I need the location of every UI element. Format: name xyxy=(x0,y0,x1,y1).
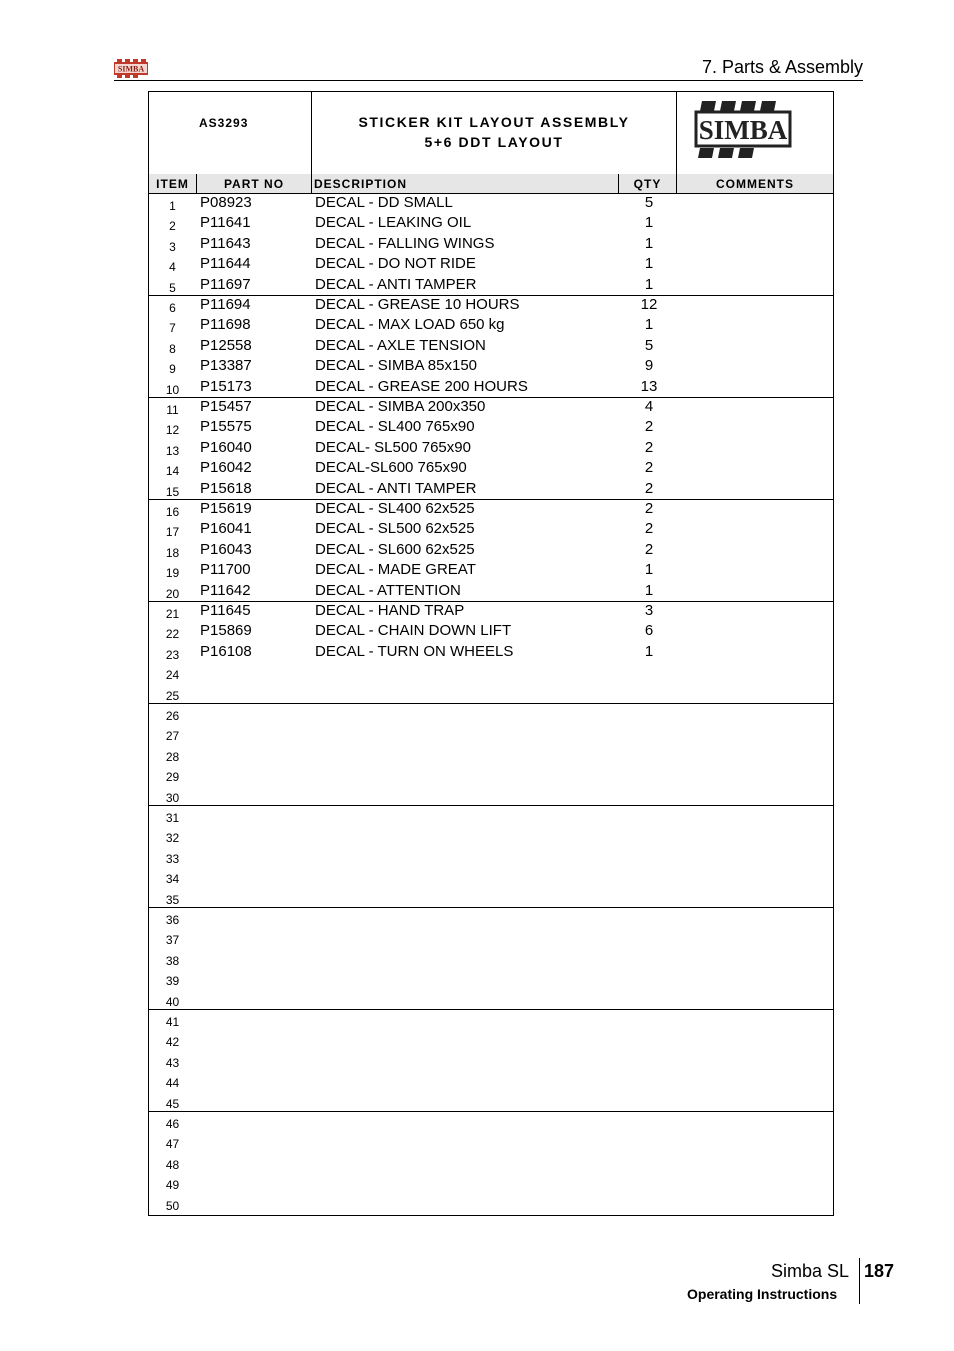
quantity: 9 xyxy=(644,357,654,375)
item-number: 45 xyxy=(165,1096,180,1111)
assembly-title-line1: STICKER KIT LAYOUT ASSEMBLY xyxy=(358,114,630,130)
table-row xyxy=(149,418,833,438)
column-header-row xyxy=(149,174,833,194)
item-number: 31 xyxy=(165,811,180,825)
item-number: 16 xyxy=(165,505,180,519)
quantity: 2 xyxy=(644,438,654,456)
table-row xyxy=(149,867,833,887)
description: DECAL - SIMBA 200x350 xyxy=(315,398,486,415)
table-row xyxy=(149,847,833,867)
description: DECAL - MADE GREAT xyxy=(315,561,476,579)
item-number: 18 xyxy=(165,545,180,560)
part-number: P15457 xyxy=(200,398,252,415)
column-header-description: DESCRIPTION xyxy=(312,174,619,193)
table-row xyxy=(149,1092,833,1112)
item-number: 20 xyxy=(165,586,180,601)
description: DECAL - GREASE 10 HOURS xyxy=(315,296,520,313)
description: DECAL - ANTI TAMPER xyxy=(315,479,477,497)
table-row xyxy=(149,622,833,642)
item-number: 49 xyxy=(165,1178,180,1193)
item-number: 26 xyxy=(165,709,180,723)
quantity: 1 xyxy=(644,316,654,334)
description: DECAL - CHAIN DOWN LIFT xyxy=(315,622,512,640)
table-row xyxy=(149,1030,833,1050)
quantity: 3 xyxy=(644,602,654,619)
table-row xyxy=(149,561,833,581)
quantity: 1 xyxy=(644,561,654,579)
quantity: 1 xyxy=(644,275,654,293)
item-number: 34 xyxy=(165,872,180,887)
item-number: 37 xyxy=(165,933,180,948)
table-row xyxy=(149,1071,833,1091)
svg-text:SIMBA: SIMBA xyxy=(117,64,145,74)
description: DECAL - SL500 62x525 xyxy=(315,520,475,538)
item-number: 7 xyxy=(169,321,176,336)
table-row xyxy=(149,928,833,948)
table-row xyxy=(149,480,833,500)
column-header-comments: COMMENTS xyxy=(716,177,794,191)
assembly-code: AS3293 xyxy=(199,116,249,130)
table-row xyxy=(149,1112,833,1132)
item-number: 24 xyxy=(165,668,180,683)
quantity: 2 xyxy=(644,520,654,538)
item-number: 11 xyxy=(166,403,179,417)
item-number: 15 xyxy=(165,484,180,499)
description: DECAL - FALLING WINGS xyxy=(315,234,495,252)
item-number: 17 xyxy=(165,525,180,540)
part-number: P11694 xyxy=(200,296,251,313)
description: DECAL - SL400 62x525 xyxy=(315,500,475,517)
table-row xyxy=(149,398,833,418)
table-row xyxy=(149,459,833,479)
part-number: P11643 xyxy=(200,234,251,252)
table-row xyxy=(149,1051,833,1071)
part-number: P15575 xyxy=(200,418,252,436)
header-simba-logo xyxy=(114,59,148,78)
quantity: 1 xyxy=(644,581,654,599)
quantity: 2 xyxy=(644,479,654,497)
column-header-item: ITEM xyxy=(149,174,197,193)
table-row xyxy=(149,704,833,724)
section-title: 7. Parts & Assembly xyxy=(701,57,863,77)
table-row xyxy=(149,643,833,663)
table-row xyxy=(149,337,833,357)
item-number: 44 xyxy=(165,1076,180,1091)
part-number: P15173 xyxy=(200,377,252,395)
table-row xyxy=(149,786,833,806)
table-row xyxy=(149,745,833,765)
item-number: 10 xyxy=(165,382,180,397)
table-row xyxy=(149,235,833,255)
item-number: 25 xyxy=(165,688,180,703)
item-number: 35 xyxy=(165,892,180,907)
item-number: 47 xyxy=(165,1137,180,1152)
description: DECAL - DD SMALL xyxy=(315,194,453,211)
table-row xyxy=(149,765,833,785)
description: DECAL - ANTI TAMPER xyxy=(315,275,477,293)
item-number: 46 xyxy=(165,1117,180,1131)
column-header-part-no: PART NO xyxy=(197,174,312,193)
part-number: P11697 xyxy=(200,275,251,293)
quantity: 1 xyxy=(644,214,654,232)
part-number: P11642 xyxy=(200,581,251,599)
table-row xyxy=(149,582,833,602)
part-number: P11698 xyxy=(200,316,251,334)
table-row xyxy=(149,602,833,622)
item-number: 36 xyxy=(165,913,180,927)
simba-logo xyxy=(694,99,794,163)
part-number: P15619 xyxy=(200,500,252,517)
description: DECAL - AXLE TENSION xyxy=(315,336,486,354)
description: DECAL - MAX LOAD 650 kg xyxy=(315,316,505,334)
footer-subtitle: Operating Instructions xyxy=(687,1286,838,1302)
item-number: 33 xyxy=(165,851,180,866)
part-number: P13387 xyxy=(200,357,252,375)
quantity: 2 xyxy=(644,500,654,517)
item-number: 23 xyxy=(165,647,180,662)
table-row xyxy=(149,1010,833,1030)
table-row xyxy=(149,296,833,316)
assembly-title-cell xyxy=(312,92,677,174)
description: DECAL - DO NOT RIDE xyxy=(315,255,476,273)
table-row xyxy=(149,316,833,336)
table-row xyxy=(149,1132,833,1152)
header-divider xyxy=(114,80,863,81)
item-number: 14 xyxy=(165,464,180,479)
description: DECAL-SL600 765x90 xyxy=(315,459,467,477)
quantity: 2 xyxy=(644,540,654,558)
item-number: 48 xyxy=(165,1157,180,1172)
part-number: P11645 xyxy=(200,602,251,619)
part-number: P11641 xyxy=(200,214,251,232)
part-number: P16041 xyxy=(200,520,252,538)
table-row xyxy=(149,908,833,928)
table-row xyxy=(149,888,833,908)
item-number: 8 xyxy=(169,341,176,356)
part-number: P16043 xyxy=(200,540,252,558)
table-row xyxy=(149,990,833,1010)
quantity: 1 xyxy=(644,255,654,273)
item-number: 27 xyxy=(165,729,180,744)
description: DECAL - SL600 62x525 xyxy=(315,540,475,558)
column-header-qty: QTY xyxy=(619,174,677,193)
description: DECAL - SL400 765x90 xyxy=(315,418,475,436)
quantity: 2 xyxy=(644,418,654,436)
title-block xyxy=(149,92,833,175)
table-row xyxy=(149,194,833,214)
part-number: P11644 xyxy=(200,255,251,273)
item-number: 4 xyxy=(169,260,176,275)
table-row xyxy=(149,684,833,704)
footer-model: Simba SL xyxy=(771,1261,850,1281)
table-row xyxy=(149,826,833,846)
part-number: P16108 xyxy=(200,642,252,660)
item-number: 21 xyxy=(165,607,180,621)
description: DECAL - ATTENTION xyxy=(315,581,461,599)
table-row xyxy=(149,806,833,826)
description: DECAL - TURN ON WHEELS xyxy=(315,642,514,660)
item-number: 32 xyxy=(165,831,180,846)
table-row xyxy=(149,214,833,234)
part-number: P16040 xyxy=(200,438,252,456)
table-row xyxy=(149,357,833,377)
table-row xyxy=(149,1173,833,1193)
quantity: 1 xyxy=(644,234,654,252)
part-number: P15618 xyxy=(200,479,252,497)
quantity: 5 xyxy=(644,336,654,354)
item-number: 1 xyxy=(169,199,176,213)
table-row xyxy=(149,663,833,683)
item-number: 42 xyxy=(165,1035,180,1050)
table-row xyxy=(149,500,833,520)
table-row xyxy=(149,724,833,744)
item-number: 41 xyxy=(165,1015,180,1029)
description: DECAL - GREASE 200 HOURS xyxy=(315,377,528,395)
part-number: P15869 xyxy=(200,622,252,640)
item-number: 9 xyxy=(169,362,176,377)
page-number: 187 xyxy=(864,1261,895,1281)
part-number: P08923 xyxy=(200,194,252,211)
description: DECAL - LEAKING OIL xyxy=(315,214,472,232)
part-number: P12558 xyxy=(200,336,252,354)
item-number: 2 xyxy=(169,219,176,234)
svg-text:SIMBA: SIMBA xyxy=(698,115,788,145)
item-number: 22 xyxy=(165,627,180,642)
quantity: 1 xyxy=(644,642,654,660)
table-row xyxy=(149,1194,833,1214)
item-number: 13 xyxy=(165,443,180,458)
item-number: 29 xyxy=(165,770,180,785)
table-row xyxy=(149,541,833,561)
part-number: P16042 xyxy=(200,459,252,477)
table-row xyxy=(149,1153,833,1173)
table-row xyxy=(149,276,833,296)
item-number: 50 xyxy=(165,1198,180,1213)
table-row xyxy=(149,378,833,398)
quantity: 2 xyxy=(644,459,654,477)
item-number: 39 xyxy=(165,974,180,989)
item-number: 30 xyxy=(165,790,180,805)
table-row xyxy=(149,520,833,540)
table-row xyxy=(149,439,833,459)
quantity: 5 xyxy=(644,194,654,211)
parts-sheet xyxy=(148,91,834,1216)
quantity: 6 xyxy=(644,622,654,640)
item-number: 6 xyxy=(169,301,176,315)
table-row xyxy=(149,949,833,969)
item-number: 19 xyxy=(165,566,180,581)
item-number: 3 xyxy=(169,239,176,254)
item-number: 5 xyxy=(169,280,176,295)
quantity: 12 xyxy=(640,296,658,313)
description: DECAL - SIMBA 85x150 xyxy=(315,357,478,375)
table-row xyxy=(149,969,833,989)
assembly-code-cell xyxy=(149,92,312,174)
item-number: 40 xyxy=(165,994,180,1009)
description: DECAL - HAND TRAP xyxy=(315,602,465,619)
quantity: 13 xyxy=(640,377,658,395)
part-number: P11700 xyxy=(200,561,251,579)
item-number: 43 xyxy=(165,1055,180,1070)
footer-divider xyxy=(859,1258,860,1304)
item-number: 38 xyxy=(165,953,180,968)
item-number: 12 xyxy=(165,423,180,438)
item-number: 28 xyxy=(165,749,180,764)
table-row xyxy=(149,255,833,275)
assembly-title-line2: 5+6 DDT LAYOUT xyxy=(424,134,564,150)
quantity: 4 xyxy=(644,398,654,415)
description: DECAL- SL500 765x90 xyxy=(315,438,471,456)
